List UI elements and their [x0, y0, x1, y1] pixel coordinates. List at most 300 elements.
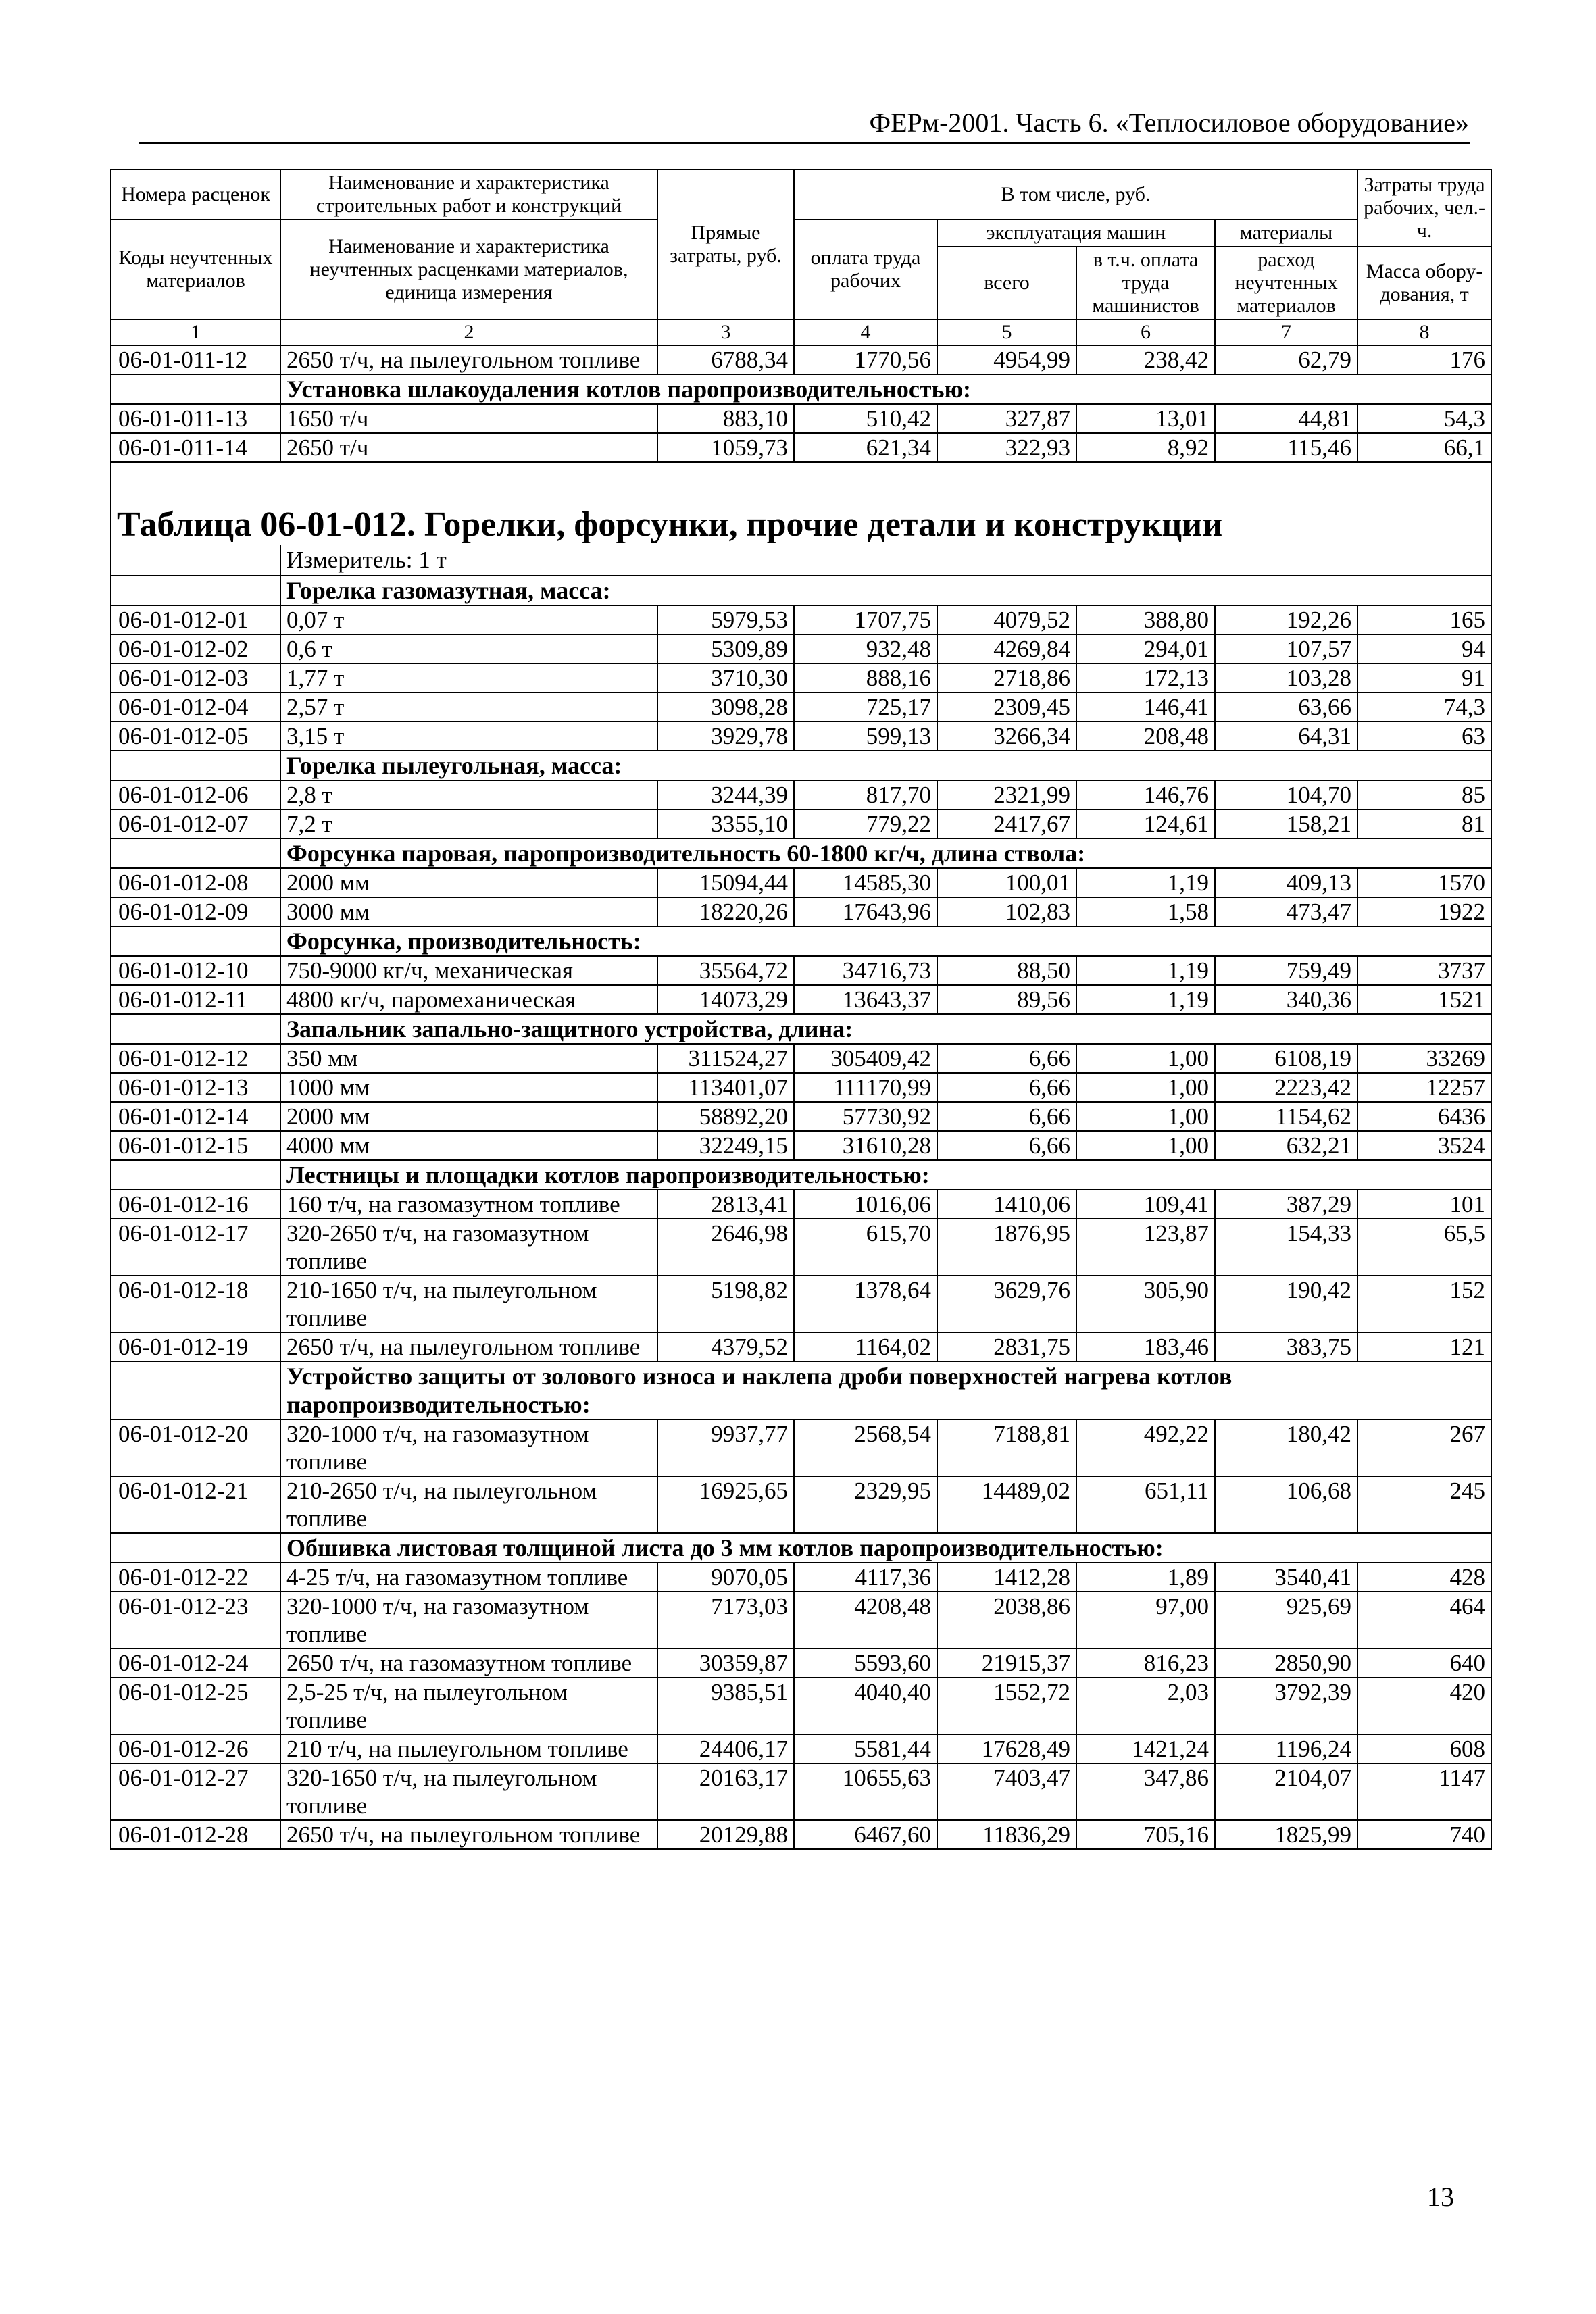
machinists-wages: 388,80 [1076, 605, 1215, 634]
table-row [111, 868, 1491, 897]
machinists-wages: 1,00 [1076, 1102, 1215, 1131]
machines-total: 322,93 [937, 433, 1076, 462]
direct-cost: 3710,30 [657, 663, 794, 693]
materials-cost: 6108,19 [1215, 1044, 1357, 1073]
section-row [111, 926, 1491, 956]
table-row [111, 1820, 1491, 1849]
machinists-wages: 347,86 [1076, 1763, 1215, 1820]
wages-cost: 5581,44 [794, 1734, 937, 1763]
table-row [111, 780, 1491, 809]
wages-cost: 4208,48 [794, 1592, 937, 1649]
materials-cost: 1825,99 [1215, 1820, 1357, 1849]
section-blank [111, 751, 280, 780]
materials-cost: 759,49 [1215, 956, 1357, 985]
labor-hours: 245 [1357, 1476, 1491, 1533]
gap-row [111, 462, 1491, 493]
table-row [111, 663, 1491, 693]
section-blank [111, 1361, 280, 1419]
machinists-wages: 492,22 [1076, 1419, 1215, 1476]
labor-hours: 81 [1357, 809, 1491, 838]
wages-cost: 817,70 [794, 780, 937, 809]
direct-cost: 20129,88 [657, 1820, 794, 1849]
machinists-wages: 816,23 [1076, 1649, 1215, 1678]
rate-code: 06-01-012-18 [111, 1276, 280, 1332]
direct-cost: 35564,72 [657, 956, 794, 985]
rate-code: 06-01-012-27 [111, 1763, 280, 1820]
labor-hours: 65,5 [1357, 1219, 1491, 1276]
machines-total: 6,66 [937, 1102, 1076, 1131]
materials-cost: 925,69 [1215, 1592, 1357, 1649]
wages-cost: 34716,73 [794, 956, 937, 985]
labor-hours: 1570 [1357, 868, 1491, 897]
wages-cost: 725,17 [794, 693, 937, 722]
materials-cost: 1196,24 [1215, 1734, 1357, 1763]
rate-code: 06-01-012-01 [111, 605, 280, 634]
machinists-wages: 1,89 [1076, 1563, 1215, 1592]
wages-cost: 932,48 [794, 634, 937, 663]
wages-cost: 13643,37 [794, 985, 937, 1014]
head-including: В том числе, руб. [794, 170, 1357, 220]
labor-hours: 3524 [1357, 1131, 1491, 1160]
table-row [111, 605, 1491, 634]
head-machines-total: всего [937, 247, 1076, 320]
rate-code: 06-01-012-19 [111, 1332, 280, 1361]
labor-hours: 1147 [1357, 1763, 1491, 1820]
table-row [111, 1763, 1491, 1820]
table-row [111, 809, 1491, 838]
section-row [111, 1014, 1491, 1044]
rate-code: 06-01-012-11 [111, 985, 280, 1014]
materials-cost: 154,33 [1215, 1219, 1357, 1276]
wages-cost: 1770,56 [794, 345, 937, 374]
machinists-wages: 1,19 [1076, 868, 1215, 897]
section-row [111, 751, 1491, 780]
direct-cost: 113401,07 [657, 1073, 794, 1102]
table-row [111, 404, 1491, 433]
rate-code: 06-01-012-23 [111, 1592, 280, 1649]
wages-cost: 1164,02 [794, 1332, 937, 1361]
table-row [111, 1332, 1491, 1361]
section-title: Запальник запально-защитного устройства, длина: [280, 1014, 1491, 1044]
machinists-wages: 8,92 [1076, 433, 1215, 462]
head-direct-costs: Прямые затраты, руб. [657, 170, 794, 320]
wages-cost: 599,13 [794, 722, 937, 751]
wages-cost: 111170,99 [794, 1073, 937, 1102]
wages-cost: 6467,60 [794, 1820, 937, 1849]
labor-hours: 12257 [1357, 1073, 1491, 1102]
direct-cost: 3098,28 [657, 693, 794, 722]
materials-cost: 340,36 [1215, 985, 1357, 1014]
direct-cost: 30359,87 [657, 1649, 794, 1678]
machinists-wages: 2,03 [1076, 1678, 1215, 1734]
rate-name: 0,6 т [280, 634, 657, 663]
rate-name: 2000 мм [280, 1102, 657, 1131]
rates-table [110, 169, 1492, 1850]
machines-total: 2831,75 [937, 1332, 1076, 1361]
machinists-wages: 124,61 [1076, 809, 1215, 838]
column-number: 6 [1076, 320, 1215, 345]
table-row [111, 1649, 1491, 1678]
table-row [111, 1476, 1491, 1533]
table-row [111, 956, 1491, 985]
machinists-wages: 1,00 [1076, 1131, 1215, 1160]
section-title: Форсунка, производительность: [280, 926, 1491, 956]
rate-name: 2650 т/ч, на пылеугольном топливе [280, 345, 657, 374]
machines-total: 2718,86 [937, 663, 1076, 693]
machinists-wages: 1421,24 [1076, 1734, 1215, 1763]
table-row [111, 1419, 1491, 1476]
labor-hours: 1521 [1357, 985, 1491, 1014]
machines-total: 100,01 [937, 868, 1076, 897]
machinists-wages: 109,41 [1076, 1190, 1215, 1219]
wages-cost: 17643,96 [794, 897, 937, 926]
meter-label: Измеритель: 1 т [280, 545, 1491, 576]
materials-cost: 192,26 [1215, 605, 1357, 634]
wages-cost: 1378,64 [794, 1276, 937, 1332]
direct-cost: 6788,34 [657, 345, 794, 374]
section-title: Форсунка паровая, паропроизводительность 60-1800 кг/ч, длина ствола: [280, 838, 1491, 868]
wages-cost: 5593,60 [794, 1649, 937, 1678]
table-row [111, 1734, 1491, 1763]
section-title: Лестницы и площадки котлов паропроизводительностью: [280, 1160, 1491, 1190]
rate-name: 1000 мм [280, 1073, 657, 1102]
table-title: Таблица 06-01-012. Горелки, форсунки, прочие детали и конструкции [111, 493, 1491, 545]
direct-cost: 311524,27 [657, 1044, 794, 1073]
machinists-wages: 146,41 [1076, 693, 1215, 722]
column-number: 5 [937, 320, 1076, 345]
rate-name: 320-1650 т/ч, на пылеугольном топливе [280, 1763, 657, 1820]
section-row [111, 838, 1491, 868]
rate-code: 06-01-012-04 [111, 693, 280, 722]
rate-name: 4800 кг/ч, паромеханическая [280, 985, 657, 1014]
rate-name: 320-1000 т/ч, на газомазутном топливе [280, 1419, 657, 1476]
rate-code: 06-01-012-08 [111, 868, 280, 897]
section-title: Установка шлакоудаления котлов паропроизводительностью: [280, 374, 1491, 404]
labor-hours: 121 [1357, 1332, 1491, 1361]
rate-name: 210-2650 т/ч, на пылеугольном топливе [280, 1476, 657, 1533]
machinists-wages: 208,48 [1076, 722, 1215, 751]
rate-name: 1,77 т [280, 663, 657, 693]
direct-cost: 4379,52 [657, 1332, 794, 1361]
labor-hours: 3737 [1357, 956, 1491, 985]
head-mass: Масса обору-дования, т [1357, 247, 1491, 320]
section-blank [111, 838, 280, 868]
machines-total: 6,66 [937, 1131, 1076, 1160]
materials-cost: 63,66 [1215, 693, 1357, 722]
labor-hours: 420 [1357, 1678, 1491, 1734]
section-row [111, 374, 1491, 404]
rate-code: 06-01-012-20 [111, 1419, 280, 1476]
rate-code: 06-01-012-25 [111, 1678, 280, 1734]
labor-hours: 1922 [1357, 897, 1491, 926]
direct-cost: 3355,10 [657, 809, 794, 838]
labor-hours: 608 [1357, 1734, 1491, 1763]
direct-cost: 24406,17 [657, 1734, 794, 1763]
head-wages: оплата труда рабочих [794, 220, 937, 320]
rate-code: 06-01-012-28 [111, 1820, 280, 1849]
head-machines-wages: в т.ч. оплата труда машинистов [1076, 247, 1215, 320]
rate-code: 06-01-012-17 [111, 1219, 280, 1276]
rate-name: 2,8 т [280, 780, 657, 809]
labor-hours: 91 [1357, 663, 1491, 693]
materials-cost: 1154,62 [1215, 1102, 1357, 1131]
table-row [111, 1190, 1491, 1219]
rate-code: 06-01-012-15 [111, 1131, 280, 1160]
direct-cost: 32249,15 [657, 1131, 794, 1160]
labor-hours: 101 [1357, 1190, 1491, 1219]
column-number: 3 [657, 320, 794, 345]
section-blank [111, 1533, 280, 1563]
machines-total: 6,66 [937, 1044, 1076, 1073]
labor-hours: 66,1 [1357, 433, 1491, 462]
machinists-wages: 238,42 [1076, 345, 1215, 374]
labor-hours: 267 [1357, 1419, 1491, 1476]
rate-code: 06-01-012-16 [111, 1190, 280, 1219]
table-row [111, 634, 1491, 663]
machines-total: 7403,47 [937, 1763, 1076, 1820]
labor-hours: 94 [1357, 634, 1491, 663]
section-row [111, 576, 1491, 605]
rate-name: 2000 мм [280, 868, 657, 897]
wages-cost: 2329,95 [794, 1476, 937, 1533]
section-blank [111, 1014, 280, 1044]
machines-total: 4269,84 [937, 634, 1076, 663]
rate-code: 06-01-012-03 [111, 663, 280, 693]
rate-name: 7,2 т [280, 809, 657, 838]
machinists-wages: 97,00 [1076, 1592, 1215, 1649]
materials-cost: 64,31 [1215, 722, 1357, 751]
direct-cost: 5198,82 [657, 1276, 794, 1332]
section-row [111, 1160, 1491, 1190]
wages-cost: 779,22 [794, 809, 937, 838]
rate-code: 06-01-012-09 [111, 897, 280, 926]
materials-cost: 2223,42 [1215, 1073, 1357, 1102]
labor-hours: 464 [1357, 1592, 1491, 1649]
materials-cost: 473,47 [1215, 897, 1357, 926]
wages-cost: 615,70 [794, 1219, 937, 1276]
wages-cost: 31610,28 [794, 1131, 937, 1160]
table-row [111, 1219, 1491, 1276]
wages-cost: 510,42 [794, 404, 937, 433]
head-codes-top: Номера расценок [111, 170, 280, 220]
machines-total: 3629,76 [937, 1276, 1076, 1332]
section-title: Горелка пылеугольная, масса: [280, 751, 1491, 780]
rate-code: 06-01-012-05 [111, 722, 280, 751]
wages-cost: 888,16 [794, 663, 937, 693]
machinists-wages: 305,90 [1076, 1276, 1215, 1332]
meter-row [111, 545, 1491, 576]
direct-cost: 9070,05 [657, 1563, 794, 1592]
page-header: ФЕРм-2001. Часть 6. «Теплосиловое оборудование» [869, 107, 1469, 138]
machinists-wages: 183,46 [1076, 1332, 1215, 1361]
section-blank [111, 926, 280, 956]
wages-cost: 57730,92 [794, 1102, 937, 1131]
labor-hours: 85 [1357, 780, 1491, 809]
table-row [111, 1044, 1491, 1073]
materials-cost: 3540,41 [1215, 1563, 1357, 1592]
rate-code: 06-01-012-02 [111, 634, 280, 663]
direct-cost: 3929,78 [657, 722, 794, 751]
labor-hours: 54,3 [1357, 404, 1491, 433]
head-materials: материалы [1215, 220, 1357, 247]
direct-cost: 2813,41 [657, 1190, 794, 1219]
materials-cost: 180,42 [1215, 1419, 1357, 1476]
rate-name: 3,15 т [280, 722, 657, 751]
rate-name: 320-1000 т/ч, на газомазутном топливе [280, 1592, 657, 1649]
materials-cost: 2104,07 [1215, 1763, 1357, 1820]
wages-cost: 4040,40 [794, 1678, 937, 1734]
rate-code: 06-01-012-06 [111, 780, 280, 809]
direct-cost: 14073,29 [657, 985, 794, 1014]
wages-cost: 2568,54 [794, 1419, 937, 1476]
machines-total: 3266,34 [937, 722, 1076, 751]
machinists-wages: 1,19 [1076, 956, 1215, 985]
machinists-wages: 1,19 [1076, 985, 1215, 1014]
machines-total: 7188,81 [937, 1419, 1076, 1476]
machines-total: 6,66 [937, 1073, 1076, 1102]
materials-cost: 44,81 [1215, 404, 1357, 433]
labor-hours: 6436 [1357, 1102, 1491, 1131]
machines-total: 89,56 [937, 985, 1076, 1014]
column-numbers-row [111, 320, 1491, 345]
column-number: 2 [280, 320, 657, 345]
section-title: Устройство защиты от золового износа и наклепа дроби поверхностей нагрева котлов паропроизводительностью: [280, 1361, 1491, 1419]
materials-cost: 632,21 [1215, 1131, 1357, 1160]
direct-cost: 5979,53 [657, 605, 794, 634]
table-row [111, 693, 1491, 722]
meter-blank [111, 545, 280, 576]
direct-cost: 883,10 [657, 404, 794, 433]
machinists-wages: 1,00 [1076, 1073, 1215, 1102]
rate-name: 4-25 т/ч, на газомазутном топливе [280, 1563, 657, 1592]
machines-total: 88,50 [937, 956, 1076, 985]
table-row [111, 1131, 1491, 1160]
direct-cost: 58892,20 [657, 1102, 794, 1131]
labor-hours: 33269 [1357, 1044, 1491, 1073]
header-rule [139, 142, 1470, 144]
table-row [111, 1678, 1491, 1734]
section-row [111, 1361, 1491, 1419]
machinists-wages: 1,58 [1076, 897, 1215, 926]
materials-cost: 115,46 [1215, 433, 1357, 462]
section-row [111, 1533, 1491, 1563]
table-title-row [111, 493, 1491, 545]
rate-name: 4000 мм [280, 1131, 657, 1160]
wages-cost: 1016,06 [794, 1190, 937, 1219]
labor-hours: 640 [1357, 1649, 1491, 1678]
table-body [111, 320, 1491, 1849]
rate-code: 06-01-012-22 [111, 1563, 280, 1592]
head-name-top: Наименование и характеристика строительных работ и конструкций [280, 170, 657, 220]
section-blank [111, 1160, 280, 1190]
labor-hours: 176 [1357, 345, 1491, 374]
machinists-wages: 13,01 [1076, 404, 1215, 433]
head-name-bottom: Наименование и характеристика неучтенных расценками материалов, единица измерения [280, 220, 657, 320]
machinists-wages: 1,00 [1076, 1044, 1215, 1073]
materials-cost: 103,28 [1215, 663, 1357, 693]
rate-name: 0,07 т [280, 605, 657, 634]
machines-total: 2038,86 [937, 1592, 1076, 1649]
table-row [111, 1276, 1491, 1332]
machines-total: 14489,02 [937, 1476, 1076, 1533]
direct-cost: 1059,73 [657, 433, 794, 462]
column-number: 8 [1357, 320, 1491, 345]
machinists-wages: 146,76 [1076, 780, 1215, 809]
rates-table-wrapper [110, 169, 1491, 1850]
machines-total: 4954,99 [937, 345, 1076, 374]
column-number: 4 [794, 320, 937, 345]
direct-cost: 16925,65 [657, 1476, 794, 1533]
machines-total: 21915,37 [937, 1649, 1076, 1678]
rate-name: 2650 т/ч, на пылеугольном топливе [280, 1820, 657, 1849]
section-title: Горелка газомазутная, масса: [280, 576, 1491, 605]
machines-total: 327,87 [937, 404, 1076, 433]
rate-name: 2650 т/ч [280, 433, 657, 462]
wages-cost: 1707,75 [794, 605, 937, 634]
table-row [111, 1073, 1491, 1102]
direct-cost: 18220,26 [657, 897, 794, 926]
rate-code: 06-01-011-13 [111, 404, 280, 433]
materials-cost: 409,13 [1215, 868, 1357, 897]
materials-cost: 2850,90 [1215, 1649, 1357, 1678]
section-title: Обшивка листовая толщиной листа до 3 мм котлов паропроизводительностью: [280, 1533, 1491, 1563]
table-row [111, 722, 1491, 751]
labor-hours: 428 [1357, 1563, 1491, 1592]
machines-total: 17628,49 [937, 1734, 1076, 1763]
rate-name: 350 мм [280, 1044, 657, 1073]
machines-total: 2309,45 [937, 693, 1076, 722]
direct-cost: 7173,03 [657, 1592, 794, 1649]
table-row [111, 1102, 1491, 1131]
machines-total: 102,83 [937, 897, 1076, 926]
rate-code: 06-01-012-21 [111, 1476, 280, 1533]
machinists-wages: 651,11 [1076, 1476, 1215, 1533]
machinists-wages: 294,01 [1076, 634, 1215, 663]
rate-name: 2650 т/ч, на газомазутном топливе [280, 1649, 657, 1678]
rate-name: 2,57 т [280, 693, 657, 722]
rate-name: 3000 мм [280, 897, 657, 926]
rate-code: 06-01-012-12 [111, 1044, 280, 1073]
rate-code: 06-01-011-12 [111, 345, 280, 374]
table-head [111, 170, 1491, 320]
column-number: 1 [111, 320, 280, 345]
materials-cost: 158,21 [1215, 809, 1357, 838]
wages-cost: 305409,42 [794, 1044, 937, 1073]
labor-hours: 152 [1357, 1276, 1491, 1332]
materials-cost: 383,75 [1215, 1332, 1357, 1361]
machines-total: 1410,06 [937, 1190, 1076, 1219]
page-number: 13 [1427, 2182, 1454, 2212]
materials-cost: 104,70 [1215, 780, 1357, 809]
section-blank [111, 374, 280, 404]
rate-code: 06-01-011-14 [111, 433, 280, 462]
labor-hours: 63 [1357, 722, 1491, 751]
table-row [111, 1592, 1491, 1649]
rate-name: 210-1650 т/ч, на пылеугольном топливе [280, 1276, 657, 1332]
direct-cost: 15094,44 [657, 868, 794, 897]
direct-cost: 3244,39 [657, 780, 794, 809]
rate-name: 210 т/ч, на пылеугольном топливе [280, 1734, 657, 1763]
table-row [111, 985, 1491, 1014]
head-labor: Затраты труда рабочих, чел.-ч. [1357, 170, 1491, 247]
rate-name: 2,5-25 т/ч, на пылеугольном топливе [280, 1678, 657, 1734]
table-row [111, 345, 1491, 374]
rate-code: 06-01-012-07 [111, 809, 280, 838]
direct-cost: 9385,51 [657, 1678, 794, 1734]
labor-hours: 165 [1357, 605, 1491, 634]
rate-code: 06-01-012-10 [111, 956, 280, 985]
machinists-wages: 172,13 [1076, 663, 1215, 693]
